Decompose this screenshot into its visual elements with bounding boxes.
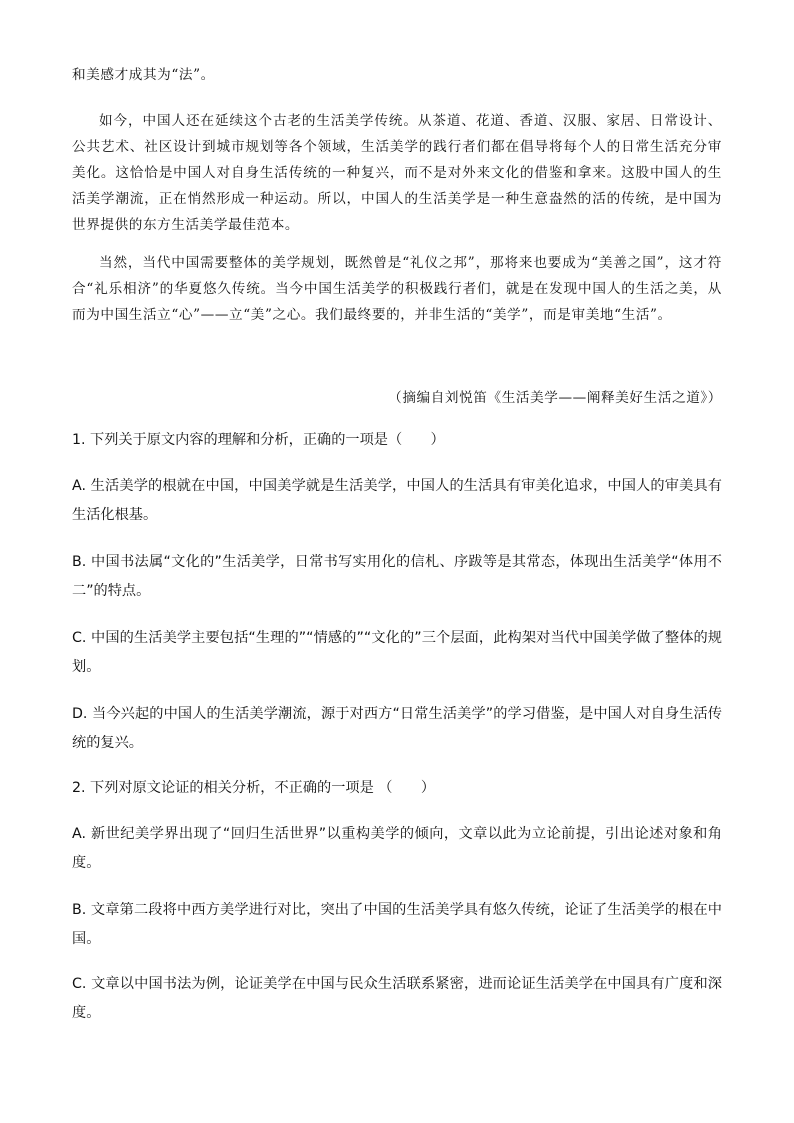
paragraph-text: 和美感才成其为“法”。 (72, 67, 215, 83)
passage-paragraph-2 (72, 108, 722, 238)
question-1-option-a: A. 生活美学的根就在中国，中国美学就是生活美学，中国人的生活具有审美化追求，中国人的审美具有生活化根基。 (72, 478, 722, 523)
question-2-stem: 2. 下列对原文论证的相关分析，不正确的一项是 （ ） (72, 780, 436, 796)
question-1-option-d: D. 当今兴起的中国人的生活美学潮流，源于对西方“日常生活美学”的学习借鉴，是中国人对自身生活传统的复兴。 (72, 706, 722, 751)
question-1-option-c: C. 中国的生活美学主要包括“生理的”“情感的”“文化的”三个层面，此构架对当代中国美学做了整体的规划。 (72, 630, 722, 675)
question-1-option-b: B. 中国书法属“文化的”生活美学，日常书写实用化的信札、序跋等是其常态，体现出生活美学“体用不二”的特点。 (72, 554, 722, 599)
question-1-stem: 1. 下列关于原文内容的理解和分析，正确的一项是（ ） (72, 432, 445, 448)
passage-paragraph-continued (72, 62, 722, 88)
question-2-option-a: A. 新世纪美学界出现了“回归生活世界”以重构美学的倾向，文章以此为立论前提，引出论述对象和角度。 (72, 826, 722, 871)
paragraph-text: 如今，中国人还在延续这个古老的生活美学传统。从茶道、花道、香道、汉服、家居、日常设计、公共艺术、社区设计到城市规划等各个领域，生活美学的践行者们都在倡导将每个人的日常生活充分审美化。这恰恰是中国人对自身生活传统的一种复兴，而不是对外来文化的借鉴和拿来。这股中国人的生活美学潮流，正在悄然形成一种运动。所以，中国人的生活美学是一种生意盎然的活的传统，是中国为世界提供的东方生活美学最佳范本。 (72, 113, 722, 233)
passage-source-citation: （摘编自刘悦笛《生活美学——阐释美好生活之道》） (388, 390, 722, 406)
passage-paragraph-3 (72, 250, 722, 328)
paragraph-text: 当然，当代中国需要整体的美学规划，既然曾是“礼仪之邦”，那将来也要成为“美善之国”，这才符合“礼乐相济”的华夏悠久传统。当今中国生活美学的积极践行者们，就是在发现中国人的生活之美，从而为中国生活立“心”——立“美”之心。我们最终要的，并非生活的“美学”，而是审美地“生活”。 (72, 255, 722, 323)
question-2-option-b: B. 文章第二段将中西方美学进行对比，突出了中国的生活美学具有悠久传统，论证了生活美学的根在中国。 (72, 902, 722, 947)
question-2-option-c: C. 文章以中国书法为例，论证美学在中国与民众生活联系紧密，进而论证生活美学在中国具有广度和深度。 (72, 976, 722, 1021)
